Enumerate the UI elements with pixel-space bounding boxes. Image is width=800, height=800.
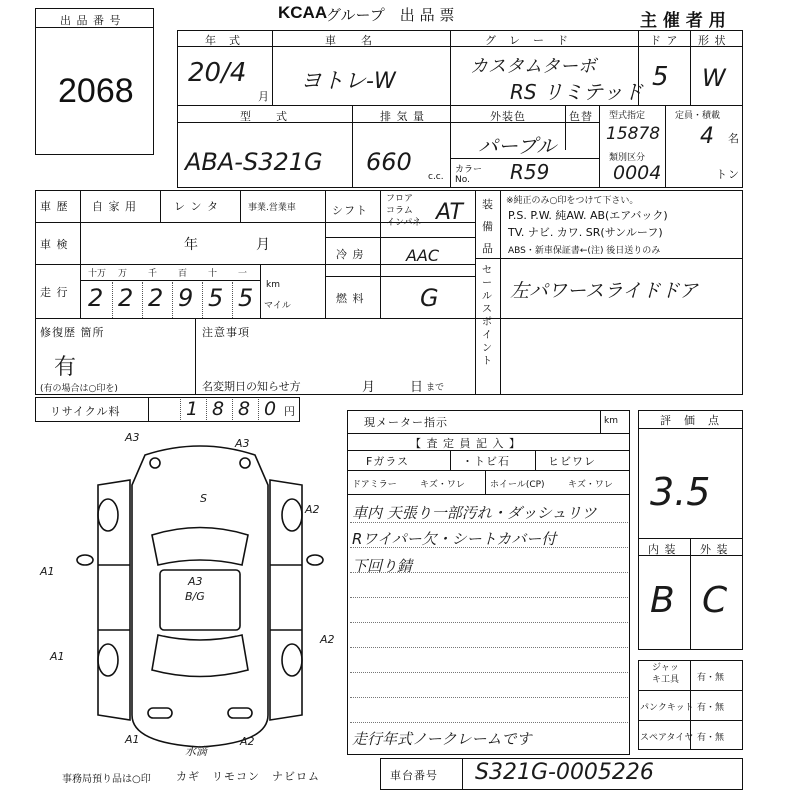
shape-label: 形 状 [698, 34, 727, 47]
month-suffix: 月 [258, 90, 270, 103]
type-designation-label: 型式指定 [609, 111, 646, 121]
displacement-unit: c.c. [428, 172, 444, 182]
car-damage-diagram [30, 425, 370, 765]
mirror-label: ドアミラー [352, 480, 397, 490]
fuel-value: G [420, 284, 439, 312]
class-label: 類別区分 [609, 153, 646, 163]
name-label: 車 名 [325, 34, 373, 47]
mileage-unit-label: 十万 [88, 269, 107, 279]
repair-label: 修復歴 箇所 [40, 326, 105, 339]
right-mirror [307, 555, 323, 565]
glass-crack-option[interactable]: ヒビワレ [548, 455, 596, 468]
interior-grade: B [650, 580, 675, 621]
chassis-label: 車台番号 [390, 769, 438, 782]
right-side-panel [270, 480, 302, 720]
door-value: 5 [652, 62, 669, 92]
recycle-unit: 円 [284, 405, 296, 418]
form-title: グループ 出 品 票 [326, 6, 455, 24]
caution-label: 注意事項 [202, 326, 250, 339]
front-right-tire [282, 499, 302, 531]
model-value: ABA-S321G [185, 148, 323, 176]
equipment-line-2: TV. ナビ. カワ. SR(サンルーフ) [508, 226, 663, 239]
shape-value: W [702, 64, 726, 92]
glass-label: Fガラス [366, 455, 409, 468]
ac-value: AAC [406, 246, 440, 265]
mileage-digit: 5 [238, 284, 254, 312]
inspection-note-1: 車内 天張り一部汚れ・ダッシュリツ [352, 504, 597, 522]
glass-chip-option[interactable]: ・トビ石 [462, 455, 510, 468]
inspection-note-2: Rワイパー欠・シートカバー付 [352, 530, 557, 548]
history-label: 車 歴 [40, 200, 69, 213]
repair-note: (有の場合は○印を) [40, 384, 118, 394]
history-option-business[interactable]: 事業.営業車 [248, 203, 296, 213]
mark-a1-bottom-left: A1 [50, 650, 65, 663]
inspection-note-3: 下回り錆 [352, 557, 413, 575]
inspector-label: 【 査 定 員 記 入 】 [410, 437, 521, 450]
name-change-day: 日 [410, 380, 425, 395]
color-label: 外装色 [490, 110, 526, 123]
car-name-value: ヨトレ-W [300, 69, 396, 94]
mileage-digit: 9 [178, 284, 194, 312]
door-label: ド ア [650, 34, 679, 47]
capacity-unit: 名 [728, 132, 740, 145]
exterior-grade: C [702, 580, 728, 621]
shift-option-column[interactable]: コラム [386, 206, 413, 216]
equipment-line-1: P.S. P.W. 純AW. AB(エアバック) [508, 209, 668, 222]
mark-a1-left: A1 [40, 565, 55, 578]
shift-option-floor[interactable]: フロア [386, 194, 414, 204]
recycle-digit: 8 [212, 398, 225, 420]
mileage-unit-label: 一 [238, 269, 248, 279]
displacement-value: 660 [366, 148, 412, 176]
shift-option-panel[interactable]: インパネ [386, 218, 422, 228]
kcaa-logo: KCAA [278, 3, 328, 22]
spare-tire-yes-no[interactable]: 有・無 [697, 733, 725, 743]
name-change-month: 月 [362, 380, 377, 395]
mark-s: S [200, 492, 207, 505]
mileage-digit: 2 [148, 284, 164, 312]
type-value: 15878 [606, 124, 661, 144]
left-headlamp [150, 458, 160, 468]
mark-a1-bottom: A1 [125, 733, 140, 746]
evaluation-label: 評 価 点 [660, 414, 720, 427]
shift-label: シフト [332, 204, 368, 217]
class-value: 0004 [613, 162, 662, 184]
load-unit: トン [716, 168, 740, 181]
lot-label: 出 品 番 号 [60, 14, 122, 27]
mark-a3-top-right: A3 [235, 437, 250, 450]
left-tail-lamp [148, 708, 172, 718]
wheel-options[interactable]: キズ・ワレ [568, 480, 613, 490]
history-option-private[interactable]: 自 家 用 [92, 200, 137, 213]
year-value: 20/4 [188, 58, 247, 88]
left-side-panel [98, 480, 130, 720]
right-tail-lamp [228, 708, 252, 718]
mark-bg: B/G [185, 590, 205, 603]
inspection-label: 車 検 [40, 238, 69, 251]
name-change-label: 名変期日の知らせ方 [202, 380, 301, 393]
inspection-year: 年 [184, 237, 199, 253]
recycle-label: リサイクル料 [50, 405, 121, 418]
spare-tire-label: スペアタイヤ [640, 733, 694, 743]
puncture-kit-label: パンクキット [640, 703, 694, 713]
mark-a2-bottom-right: A2 [240, 735, 255, 748]
mileage-digit: 5 [208, 284, 224, 312]
recycle-digit: 8 [238, 398, 251, 420]
equipment-line-3: ABS・新車保証書←(注) 後日送りのみ [508, 246, 661, 256]
sales-point-value: 左パワースライドドア [510, 280, 698, 302]
rear-window [152, 635, 248, 677]
recycle-digit: 0 [264, 398, 277, 420]
mark-a3-center: A3 [188, 575, 203, 588]
repair-value: 有 [54, 355, 77, 380]
mileage-label: 走 行 [40, 286, 69, 299]
history-option-rental[interactable]: レ ン タ [174, 200, 219, 213]
host-label: 主 催 者 用 [640, 11, 726, 31]
rear-right-tire [282, 644, 302, 676]
meter-label: 現メーター指示 [364, 416, 448, 429]
lot-number: 2068 [58, 72, 134, 110]
mileage-unit-label: 百 [178, 269, 188, 279]
mark-a3-top-left: A3 [125, 431, 140, 444]
no-claim-note: 走行年式ノークレームです [352, 730, 532, 748]
mileage-digit: 2 [88, 284, 104, 312]
evaluation-score: 3.5 [650, 470, 711, 514]
left-mirror [77, 555, 93, 565]
ac-label: 冷 房 [336, 248, 365, 261]
puncture-kit-yes-no[interactable]: 有・無 [697, 703, 725, 713]
color-value: パープル [478, 134, 557, 158]
mirror-options[interactable]: キズ・ワレ [420, 480, 465, 490]
mileage-unit-label: 十 [208, 269, 218, 279]
mileage-unit-label: 万 [118, 269, 128, 279]
keys-note: 事務局預り品は○印 [62, 774, 151, 785]
color-code-value: R59 [510, 160, 550, 184]
chassis-number: S321G-0005226 [475, 760, 654, 785]
mark-a2-right: A2 [305, 503, 320, 516]
color-change-label: 色替 [569, 110, 593, 123]
sales-point-label: セールスポイント [482, 265, 492, 367]
mileage-unit-label: 千 [148, 269, 158, 279]
recycle-digit: 1 [186, 398, 199, 420]
interior-label: 内 装 [648, 543, 677, 556]
wheel-label: ホイール(CP) [490, 480, 545, 490]
model-label: 型 式 [240, 110, 288, 123]
mark-a2-right-2: A2 [320, 633, 335, 646]
meter-unit: km [604, 416, 618, 426]
grade-value: カスタムターボ [470, 56, 596, 77]
jack-label: ジャッキ工具 [652, 663, 680, 685]
grade-value-2: RS リミテッド [510, 80, 643, 104]
mark-water-drop: 水滴 [185, 745, 207, 758]
color-code-label: カラー No. [455, 165, 483, 185]
front-left-tire [98, 499, 118, 531]
shift-value: AT [436, 200, 463, 225]
km-unit: km [266, 280, 280, 290]
front-windshield [152, 528, 248, 566]
mileage-digit: 2 [118, 284, 134, 312]
rear-left-tire [98, 644, 118, 676]
fuel-label: 燃 料 [336, 292, 365, 305]
inspection-month: 月 [256, 237, 271, 253]
keys-items: カギ リモコン ナビロム [176, 770, 320, 783]
displacement-label: 排 気 量 [380, 110, 425, 123]
capacity-label: 定員・積載 [675, 111, 721, 121]
exterior-label: 外 装 [700, 543, 729, 556]
jack-yes-no[interactable]: 有・無 [697, 673, 725, 683]
grade-label: グ レ ー ド [485, 34, 569, 47]
right-headlamp [240, 458, 250, 468]
capacity-value: 4 [700, 124, 714, 149]
year-label: 年 式 [205, 34, 241, 47]
name-change-until: まで [426, 383, 445, 393]
equipment-label: 装備品 [482, 198, 493, 255]
equipment-note: ※純正のみ○印をつけて下さい。 [506, 196, 639, 206]
mile-unit: マイル [264, 301, 291, 311]
